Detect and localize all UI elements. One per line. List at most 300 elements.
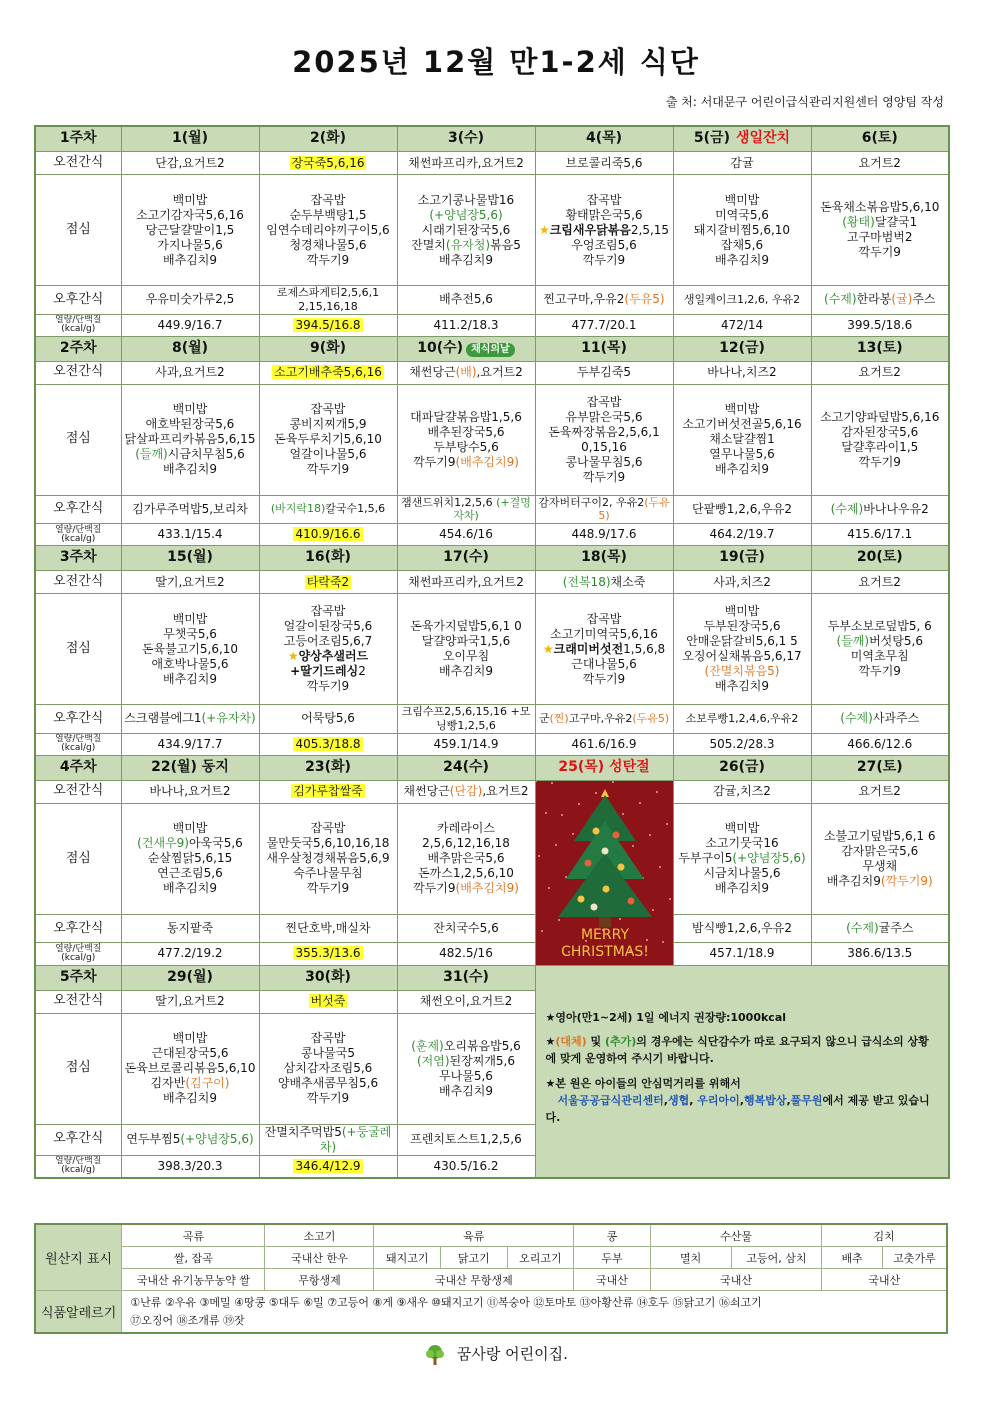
am-cell (259, 780, 397, 803)
calorie-protein: 477.2/19.2 (157, 946, 223, 961)
day-label: 6(토) (861, 130, 898, 147)
lunch-menu: (훈제)오리볶음밥5,6 (저염)된장찌개5,6 무나물5,6 배추김치9 (411, 1038, 521, 1098)
pm-cell (397, 286, 535, 315)
lunch-menu: 잡곡밥 순두부백탕1,5 임연수데리야끼구이5,6 청경채나물5,6 깍두기9 (266, 192, 390, 267)
snack-item: 바나나,요거트2 (149, 784, 231, 799)
row-label-kcal: 열량/단백질 (kcal/g) (35, 1155, 121, 1178)
origin-category: 소고기 (265, 1224, 374, 1247)
origin-country: 국내산 (574, 1269, 651, 1291)
source-note: 출 처: 서대문구 어린이급식관리지원센터 영양팀 작성 (665, 95, 944, 109)
origin-category: 수산물 (650, 1224, 822, 1247)
day-label: 25(목) 성탄절 (558, 758, 650, 775)
day-label: 4(목) (585, 130, 623, 147)
am-cell (811, 152, 949, 175)
christmas-text: MERRY CHRISTMAS! (560, 926, 649, 960)
snack-item: 딸기,요거트2 (155, 574, 225, 589)
day-header (673, 126, 811, 152)
snack-item: 찐단호박,매실차 (285, 921, 371, 936)
day-label: 3(수) (447, 130, 485, 147)
am-cell (397, 152, 535, 175)
am-cell (535, 152, 673, 175)
snack-item: 우유미숫가루2,5 (145, 292, 235, 307)
snack-item: (수제)귤주스 (846, 921, 914, 936)
lunch-menu: 카레라이스2,5,6,12,16,18 배추맑은국5,6 돈까스1,2,5,6,10 깍두기9(배추김치9) (413, 821, 519, 896)
snack-item: 요거트2 (858, 784, 901, 799)
calorie-protein: 399.5/18.6 (847, 317, 913, 332)
row-label-am: 오전간식 (35, 990, 121, 1013)
week-label: 5주차 (35, 965, 121, 990)
origin-country: 국내산 무항생제 (374, 1269, 574, 1291)
lunch-cell (121, 803, 259, 915)
day-header (259, 546, 397, 571)
day-header (397, 126, 535, 152)
day-label: 22(월) 동지 (151, 758, 229, 775)
lunch-cell (535, 384, 673, 495)
snack-item: 채썬당근(배),요거트2 (409, 365, 523, 379)
pm-cell (673, 915, 811, 943)
pm-cell (259, 495, 397, 524)
origin-country: 국내산 유기농무농약 쌀 (122, 1269, 265, 1291)
snack-item: 채썬당근(단감),요거트2 (403, 784, 529, 799)
am-cell (535, 361, 673, 384)
day-header (121, 965, 259, 990)
lunch-cell (259, 1013, 397, 1124)
day-header (259, 126, 397, 152)
snack-item: 밤식빵1,2,6,우유2 (692, 921, 792, 936)
snack-item: 프렌치토스트1,2,5,6 (410, 1132, 522, 1146)
snack-item: 장국죽5,6,16 (291, 155, 365, 170)
am-cell (259, 571, 397, 594)
snack-item: 바나나,치즈2 (707, 365, 777, 379)
week-label: 1주차 (35, 126, 121, 152)
pm-cell (811, 495, 949, 524)
lunch-cell (535, 594, 673, 705)
day-label: 17(수) (443, 549, 489, 566)
birthday-event: 생일잔치 (735, 130, 791, 147)
pm-cell (259, 705, 397, 734)
am-cell (259, 361, 397, 384)
note-energy: ★영아(만1~2세) 1일 에너지 권장량:1000kcal (545, 1011, 787, 1025)
day-label: 20(토) (856, 549, 903, 566)
day-header (811, 546, 949, 571)
row-label-pm: 오후간식 (35, 705, 121, 734)
snack-item: 채썬오이,요거트2 (419, 994, 513, 1008)
lunch-menu: 백미밥 소고기감자국5,6,16 당근달걀말이1,5 가지나물5,6 배추김치9 (136, 192, 244, 267)
lunch-menu: 잡곡밥 콩비지찌개5,9 돈육두루치기5,6,10 얼갈이나물5,6 깍두기9 (274, 402, 382, 476)
allergy-line: ①난류 ②우유 ③메밀 ④땅콩 ⑤대두 ⑥밀 ⑦고등어 ⑧게 ⑨새우 ⑩돼지고기 ⑪복숭아 ⑫토마토 ⑬아황산류 ⑭호두 ⑮닭고기 ⑯쇠고기 (130, 1296, 762, 1309)
day-header (121, 126, 259, 152)
lunch-menu: 백미밥 소고기뭇국16 두부구이5(+양념장5,6) 시금치나물5,6 배추김치9 (678, 821, 806, 896)
lunch-cell (121, 384, 259, 495)
lunch-menu: 소고기양파덮밥5,6,16 감자된장국5,6 달걀후라이1,5 깍두기9 (820, 409, 940, 469)
am-cell (811, 571, 949, 594)
lunch-cell (397, 384, 535, 495)
day-label: 23(화) (305, 758, 351, 775)
kcal-cell (259, 943, 397, 965)
day-header (259, 336, 397, 361)
calorie-protein: 459.1/14.9 (433, 736, 499, 751)
day-label: 15(월) (167, 549, 213, 566)
lunch-cell (121, 594, 259, 705)
snack-item: 생일케이크1,2,6, 우유2 (683, 292, 801, 306)
lunch-menu: 잡곡밥 얼갈이된장국5,6 고등어조림5,6,7 ★양상추샐러드 +딸기드레싱2 깍두기9 (283, 604, 373, 693)
row-label-kcal: 열량/단백질 (kcal/g) (35, 524, 121, 546)
kcal-cell (673, 314, 811, 336)
row-label-lunch: 점심 (35, 803, 121, 915)
day-label: 31(수) (443, 968, 489, 985)
am-cell (259, 152, 397, 175)
lunch-cell (811, 175, 949, 286)
calorie-protein: 482.5/16 (439, 946, 493, 961)
pm-cell (397, 1124, 535, 1155)
row-label-am: 오전간식 (35, 361, 121, 384)
snack-item: 어묵탕5,6 (301, 711, 355, 726)
snack-item: (바지락18)칼국수1,5,6 (270, 502, 386, 516)
snack-item: 찐고구마,우유2(두유5) (543, 292, 665, 307)
row-label-lunch: 점심 (35, 1013, 121, 1124)
calorie-protein: 466.6/12.6 (847, 736, 913, 751)
calorie-protein: 411.2/18.3 (433, 317, 499, 332)
lunch-cell (811, 803, 949, 915)
pm-cell (259, 915, 397, 943)
origin-country: 국내산 (650, 1269, 822, 1291)
day-label: 18(목) (581, 549, 627, 566)
day-header (811, 336, 949, 361)
pm-cell (397, 495, 535, 524)
calorie-protein: 461.6/16.9 (571, 736, 637, 751)
kcal-cell (121, 314, 259, 336)
snack-item: (수제)한라봉(귤)주스 (824, 292, 936, 307)
lunch-cell (259, 175, 397, 286)
snack-item: 채썬파프리카,요거트2 (408, 155, 524, 170)
snack-item: 동지팥죽 (166, 921, 214, 936)
row-label-lunch: 점심 (35, 175, 121, 286)
day-header (397, 755, 535, 780)
lunch-menu: 백미밥 근대된장국5,6 돈육브로콜리볶음5,6,10 김자반(김구이) 배추김치9 (124, 1031, 256, 1105)
am-cell (673, 361, 811, 384)
snack-item: 요거트2 (858, 155, 901, 170)
christmas-image (535, 780, 673, 965)
snack-item: 채썬파프리카,요거트2 (408, 574, 524, 589)
lunch-menu: 잡곡밥 유부맑은국5,6 돈육짜장볶음2,5,6,1 0,15,16 콩나물무침5,6 깍두기9 (548, 394, 660, 484)
lunch-cell (397, 175, 535, 286)
snack-item: 버섯죽 (310, 994, 346, 1008)
menu-table (34, 125, 950, 1179)
lunch-menu: 돈육가지덮밥5,6,1 0 달걀양파국1,5,6 오이무침 배추김치9 (410, 619, 522, 678)
row-label-lunch: 점심 (35, 594, 121, 705)
calorie-protein: 457.1/18.9 (709, 946, 775, 961)
calorie-protein: 434.9/17.7 (157, 736, 223, 751)
kcal-cell (259, 1155, 397, 1178)
snack-item: 연두부찜5(+양념장5,6) (126, 1132, 254, 1146)
snack-item: 감자버터구이2, 우유2(두유5) (538, 495, 670, 523)
calorie-protein: 448.9/17.6 (571, 527, 637, 541)
kcal-cell (259, 733, 397, 755)
day-header (673, 755, 811, 780)
calorie-protein: 405.3/18.8 (295, 736, 361, 751)
calorie-protein: 464.2/19.7 (709, 527, 775, 541)
calorie-protein: 386.6/13.5 (847, 946, 913, 961)
lunch-menu: 두부소보로덮밥5, 6 (들깨)버섯탕5,6 미역초무침 깍두기9 (827, 619, 932, 678)
pm-cell (811, 915, 949, 943)
origin-item: 고춧가루 (882, 1247, 947, 1269)
snack-item: 배추전5,6 (439, 292, 493, 307)
origin-label: 원산지 표시 (35, 1224, 122, 1291)
pm-cell (535, 705, 673, 734)
origin-item: 두부 (574, 1247, 651, 1269)
day-label: 27(토) (856, 758, 903, 775)
row-label-kcal: 열량/단백질 (kcal/g) (35, 943, 121, 965)
kcal-cell (121, 733, 259, 755)
calorie-protein: 433.1/15.4 (157, 527, 223, 541)
kcal-cell (259, 524, 397, 546)
pm-cell (259, 1124, 397, 1155)
am-cell (397, 990, 535, 1013)
week-label: 3주차 (35, 546, 121, 571)
kcal-cell (535, 314, 673, 336)
am-cell (673, 780, 811, 803)
day-label: 1(월) (171, 130, 209, 147)
pm-cell (397, 705, 535, 734)
day-header (259, 755, 397, 780)
allergy-label: 식품알레르기 (35, 1291, 122, 1334)
lunch-cell (811, 594, 949, 705)
day-header (259, 965, 397, 990)
lunch-menu: 돈육채소볶음밥5,6,10 (황태)달걀국1 고구마범벅2 깍두기9 (820, 200, 940, 259)
note-supplier: ★본 원은 아이들의 안심먹거리를 위해서 서울공공급식관리센터,생협, 우리아이,행복밥상,풀무원에서 제공 받고 있습니다. (545, 1076, 930, 1124)
lunch-cell (259, 803, 397, 915)
origin-item: 닭고기 (441, 1247, 508, 1269)
calorie-protein: 398.3/20.3 (157, 1158, 223, 1173)
week-label: 2주차 (35, 336, 121, 361)
origin-item: 배추 (822, 1247, 883, 1269)
pm-cell (121, 286, 259, 315)
row-label-lunch: 점심 (35, 384, 121, 495)
calorie-protein: 410.9/16.6 (295, 527, 361, 541)
kcal-cell (397, 943, 535, 965)
lunch-cell (673, 384, 811, 495)
kcal-cell (121, 1155, 259, 1178)
origin-item: 돼지고기 (374, 1247, 441, 1269)
origin-country: 국내산 (822, 1269, 947, 1291)
day-label: 29(월) (167, 968, 213, 985)
am-cell (121, 571, 259, 594)
row-label-kcal: 열량/단백질 (kcal/g) (35, 733, 121, 755)
kcal-cell (535, 733, 673, 755)
pm-cell (535, 495, 673, 524)
snack-item: 소고기배추죽5,6,16 (274, 365, 382, 379)
snack-item: (수제)바나나우유2 (830, 501, 929, 516)
day-header (121, 336, 259, 361)
lunch-cell (397, 594, 535, 705)
calorie-protein: 449.9/16.7 (157, 317, 223, 332)
calorie-protein: 415.6/17.1 (847, 527, 913, 541)
am-cell (397, 571, 535, 594)
row-label-pm: 오후간식 (35, 495, 121, 524)
snack-item: 소보루빵1,2,4,6,우유2 (685, 711, 799, 725)
vegetarian-day-badge: 채식의날 (466, 343, 515, 358)
day-header (121, 546, 259, 571)
day-header (673, 336, 811, 361)
day-label: 26(금) (719, 758, 765, 775)
week-label: 4주차 (35, 755, 121, 780)
row-label-pm: 오후간식 (35, 1124, 121, 1155)
snack-item: 단감,요거트2 (155, 155, 225, 170)
origin-item: 고등어, 삼치 (731, 1247, 822, 1269)
pm-cell (673, 286, 811, 315)
lunch-cell (259, 594, 397, 705)
snack-item: 감귤 (730, 155, 754, 170)
lunch-menu: 잡곡밥 콩나물국5 삼치감자조림5,6 양배추새콤무침5,6 깍두기9 (277, 1031, 379, 1105)
snack-item: 스크램블에그1(+유자차) (124, 711, 256, 726)
row-label-pm: 오후간식 (35, 286, 121, 315)
origin-item: 쌀, 잡곡 (122, 1247, 265, 1269)
pm-cell (673, 705, 811, 734)
lunch-cell (121, 1013, 259, 1124)
snack-item: 감귤,치즈2 (713, 784, 771, 799)
day-label: 13(토) (856, 339, 903, 356)
snack-item: 김가루주먹밥5,보리차 (132, 501, 248, 516)
snack-item: 타락죽2 (306, 574, 350, 589)
lunch-menu: 백미밥 두부된장국5,6 안매운닭갈비5,6,1 5 오징어실채볶음5,6,17 (잔멸치볶음5) 배추김치9 (682, 604, 802, 693)
row-label-am: 오전간식 (35, 571, 121, 594)
row-label-am: 오전간식 (35, 152, 121, 175)
lunch-cell (121, 175, 259, 286)
snack-item: 사과,치즈2 (713, 574, 771, 589)
am-cell (121, 780, 259, 803)
snack-item: 두부김죽5 (576, 365, 631, 379)
lunch-menu: 백미밥 무챗국5,6 돈육불고기5,6,10 애호박나물5,6 배추김치9 (141, 611, 239, 686)
day-header (397, 546, 535, 571)
row-label-kcal: 열량/단백질 (kcal/g) (35, 314, 121, 336)
kcal-cell (535, 524, 673, 546)
snack-item: 로제스파게티2,5,6,1 2,15,16,18 (276, 286, 380, 313)
calorie-protein: 505.2/28.3 (709, 736, 775, 751)
lunch-menu: 백미밥 미역국5,6 돼지갈비찜5,6,10 잡채5,6 배추김치9 (693, 192, 791, 267)
origin-category: 곡류 (122, 1224, 265, 1247)
day-label: 19(금) (719, 549, 765, 566)
row-label-pm: 오후간식 (35, 915, 121, 943)
lunch-menu: 잡곡밥 소고기미역국5,6,16 ★크래미버섯전1,5,6,8 근대나물5,6 깍두기9 (542, 611, 666, 686)
origin-category: 콩 (574, 1224, 651, 1247)
day-header (121, 755, 259, 780)
calorie-protein: 394.5/16.8 (295, 317, 361, 332)
lunch-cell (811, 384, 949, 495)
am-cell (121, 152, 259, 175)
lunch-menu: 소고기콩나물밥16 (+양념장5,6) 시래기된장국5,6 잔멸치(유자청)볶음5 배추김치9 (411, 192, 521, 267)
kcal-cell (121, 943, 259, 965)
lunch-cell (397, 803, 535, 915)
day-label: 9(화) (309, 339, 347, 356)
kcal-cell (397, 314, 535, 336)
origin-item: 오리고기 (507, 1247, 574, 1269)
am-cell (673, 152, 811, 175)
origin-category: 육류 (374, 1224, 574, 1247)
day-header (397, 965, 535, 990)
snack-item: 군(찐)고구마,우유2(두유5) (538, 711, 670, 725)
snack-item: 김가루찹쌀죽 (293, 784, 363, 799)
snack-item: 단팥빵1,2,6,우유2 (692, 501, 792, 516)
am-cell (811, 780, 949, 803)
lunch-cell (535, 175, 673, 286)
christmas-tree-icon (536, 781, 674, 961)
am-cell (673, 571, 811, 594)
lunch-menu: 잡곡밥 황태맑은국5,6 ★크림새우닭볶음2,5,15 우엉조림5,6 깍두기9 (538, 192, 670, 267)
snack-item: (수제)사과주스 (840, 711, 920, 726)
day-label: 24(수) (443, 758, 489, 775)
day-label: 11(목) (581, 339, 627, 356)
pm-cell (121, 1124, 259, 1155)
pm-cell (397, 915, 535, 943)
tree-logo-icon (424, 1344, 446, 1366)
day-label: 12(금) (719, 339, 765, 356)
day-label: 2(화) (309, 130, 347, 147)
kcal-cell (259, 314, 397, 336)
lunch-cell (397, 1013, 535, 1124)
lunch-menu: 대파달걀볶음밥1,5,6 배추된장국5,6 두부탕수5,6 깍두기9(배추김치9) (410, 409, 522, 469)
day-label: 30(화) (305, 968, 351, 985)
lunch-menu: 백미밥 소고기버섯전골5,6,16 채소달걀찜1 열무나물5,6 배추김치9 (682, 402, 802, 476)
lunch-menu: 소불고기덮밥5,6,1 6 감자맑은국5,6 무생채 배추김치9(깍두기9) (823, 828, 936, 888)
pm-cell (121, 915, 259, 943)
snack-item: 잼샌드위치1,2,5,6 (+결명자차) (401, 495, 531, 523)
pm-cell (121, 705, 259, 734)
am-cell (397, 780, 535, 803)
kcal-cell (121, 524, 259, 546)
lunch-menu: 백미밥 애호박된장국5,6 닭살파프리카볶음5,6,15 (들깨)시금치무침5,6 배추김치9 (124, 402, 256, 476)
calorie-protein: 355.3/13.6 (295, 946, 361, 961)
snack-item: 딸기,요거트2 (155, 994, 225, 1008)
pm-cell (811, 705, 949, 734)
pm-cell (673, 495, 811, 524)
am-cell (397, 361, 535, 384)
am-cell (811, 361, 949, 384)
daycare-name: 꿈사랑 어린이집. (456, 1345, 568, 1363)
calorie-protein: 477.7/20.1 (571, 317, 637, 332)
kcal-cell (673, 524, 811, 546)
origin-country: 무항생제 (265, 1269, 374, 1291)
am-cell (535, 571, 673, 594)
kcal-cell (673, 733, 811, 755)
kcal-cell (811, 314, 949, 336)
lunch-cell (673, 594, 811, 705)
day-label: 16(화) (305, 549, 351, 566)
origin-item: 국내산 한우 (265, 1247, 374, 1269)
footer (0, 1343, 992, 1366)
day-label: 8(월) (171, 339, 209, 356)
snack-item: 요거트2 (858, 365, 901, 379)
note-substitute: ★(대체) 및 (추가)의 경우에는 식단감수가 따로 요구되지 않으니 급식소의 상황에 맞게 운영하여 주시기 바랍니다. (545, 1035, 929, 1066)
row-label-am: 오전간식 (35, 780, 121, 803)
pm-cell (535, 286, 673, 315)
kcal-cell (811, 524, 949, 546)
pm-cell (121, 495, 259, 524)
lunch-menu: 잡곡밥 물만둣국5,6,10,16,18 새우살청경채볶음5,6,9 숙주나물무침 깍두기9 (266, 821, 390, 896)
calorie-protein: 346.4/12.9 (295, 1158, 361, 1173)
day-header (811, 126, 949, 152)
day-header (397, 336, 535, 361)
day-header (673, 546, 811, 571)
kcal-cell (397, 1155, 535, 1178)
am-cell (259, 990, 397, 1013)
pm-cell (259, 286, 397, 315)
snack-item: 잔멸치주먹밥5(+둥굴레차) (264, 1124, 392, 1154)
page-title: 2025년 12월 만1-2세 식단 (292, 45, 700, 79)
day-header (535, 336, 673, 361)
lunch-menu: 백미밥 (건새우9)아욱국5,6 순살찜닭5,6,15 연근조림5,6 배추김치9 (137, 821, 243, 896)
origin-item: 멸치 (650, 1247, 731, 1269)
calorie-protein: 454.6/16 (439, 527, 493, 541)
